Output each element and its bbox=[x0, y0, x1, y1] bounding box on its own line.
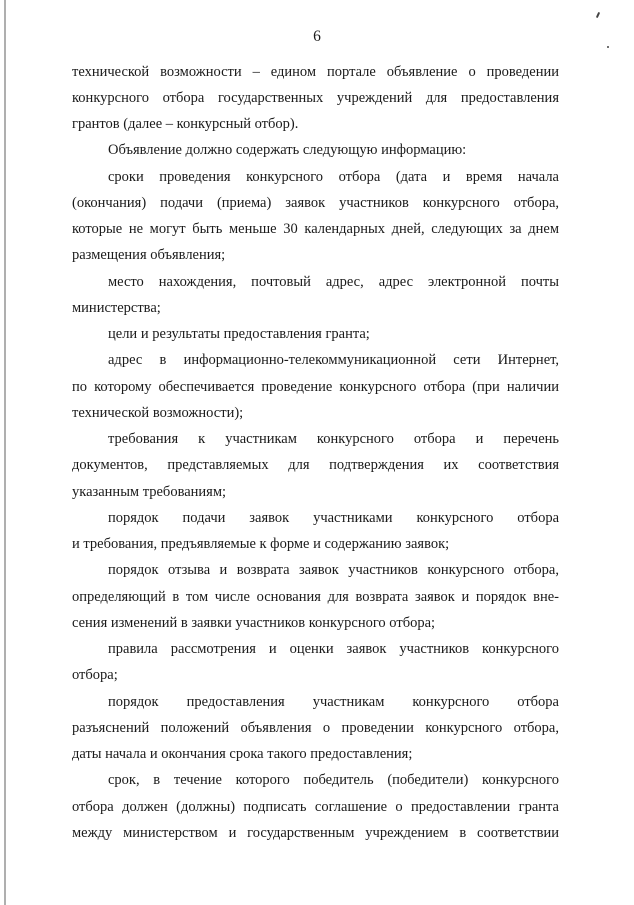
text-line: грантов (далее – конкурсный отбор). bbox=[72, 116, 299, 132]
text-line: по которому обеспечивается проведение конкурсного отбора (при наличии bbox=[72, 379, 559, 395]
text-line: место нахождения, почтовый адрес, адрес электронной почты bbox=[108, 274, 559, 290]
text-line: указанным требованиям; bbox=[72, 484, 227, 500]
text-line: правила рассмотрения и оценки заявок участников конкурсного bbox=[108, 641, 559, 657]
scan-edge-line bbox=[4, 0, 6, 905]
text-line: технической возможности – едином портале объявление о проведении bbox=[72, 64, 559, 80]
text-line: отбора должен (должны) подписать соглашение о предоставлении гранта bbox=[72, 799, 559, 815]
text-line: порядок подачи заявок участниками конкурсного отбора bbox=[108, 510, 559, 526]
text-line: Объявление должно содержать следующую информацию: bbox=[108, 142, 467, 158]
scan-speck bbox=[596, 12, 600, 18]
text-line: отбора; bbox=[72, 667, 118, 683]
text-line: и требования, предъявляемые к форме и содержанию заявок; bbox=[72, 536, 450, 552]
text-line: срок, в течение которого победитель (победители) конкурсного bbox=[108, 772, 559, 788]
text-line: сроки проведения конкурсного отбора (дата и время начала bbox=[108, 169, 559, 185]
text-line: которые не могут быть меньше 30 календарных дней, следующих за днем bbox=[72, 221, 559, 237]
text-line: конкурсного отбора государственных учреждений для предоставления bbox=[72, 90, 559, 106]
text-line: требования к участникам конкурсного отбора и перечень bbox=[108, 431, 559, 447]
text-line: адрес в информационно-телекоммуникационной сети Интернет, bbox=[108, 352, 559, 368]
text-line: порядок отзыва и возврата заявок участников конкурсного отбора, bbox=[108, 562, 559, 578]
text-line: между министерством и государственным учреждением в соответствии bbox=[72, 825, 559, 841]
text-line: министерства; bbox=[72, 300, 161, 316]
text-line: сения изменений в заявки участников конкурсного отбора; bbox=[72, 615, 436, 631]
text-line: разъяснений положений объявления о проведении конкурсного отбора, bbox=[72, 720, 559, 736]
page-number: 6 bbox=[313, 28, 321, 45]
text-line: определяющий в том числе основания для возврата заявок и порядок вне- bbox=[72, 589, 559, 605]
text-line: даты начала и окончания срока такого предоставления; bbox=[72, 746, 413, 762]
text-line: документов, представляемых для подтверждения их соответствия bbox=[72, 457, 559, 473]
text-line: размещения объявления; bbox=[72, 247, 226, 263]
text-line: (окончания) подачи (приема) заявок участников конкурсного отбора, bbox=[72, 195, 559, 211]
text-line: технической возможности); bbox=[72, 405, 244, 421]
text-line: цели и результаты предоставления гранта; bbox=[108, 326, 370, 342]
text-line: порядок предоставления участникам конкурсного отбора bbox=[108, 694, 559, 710]
